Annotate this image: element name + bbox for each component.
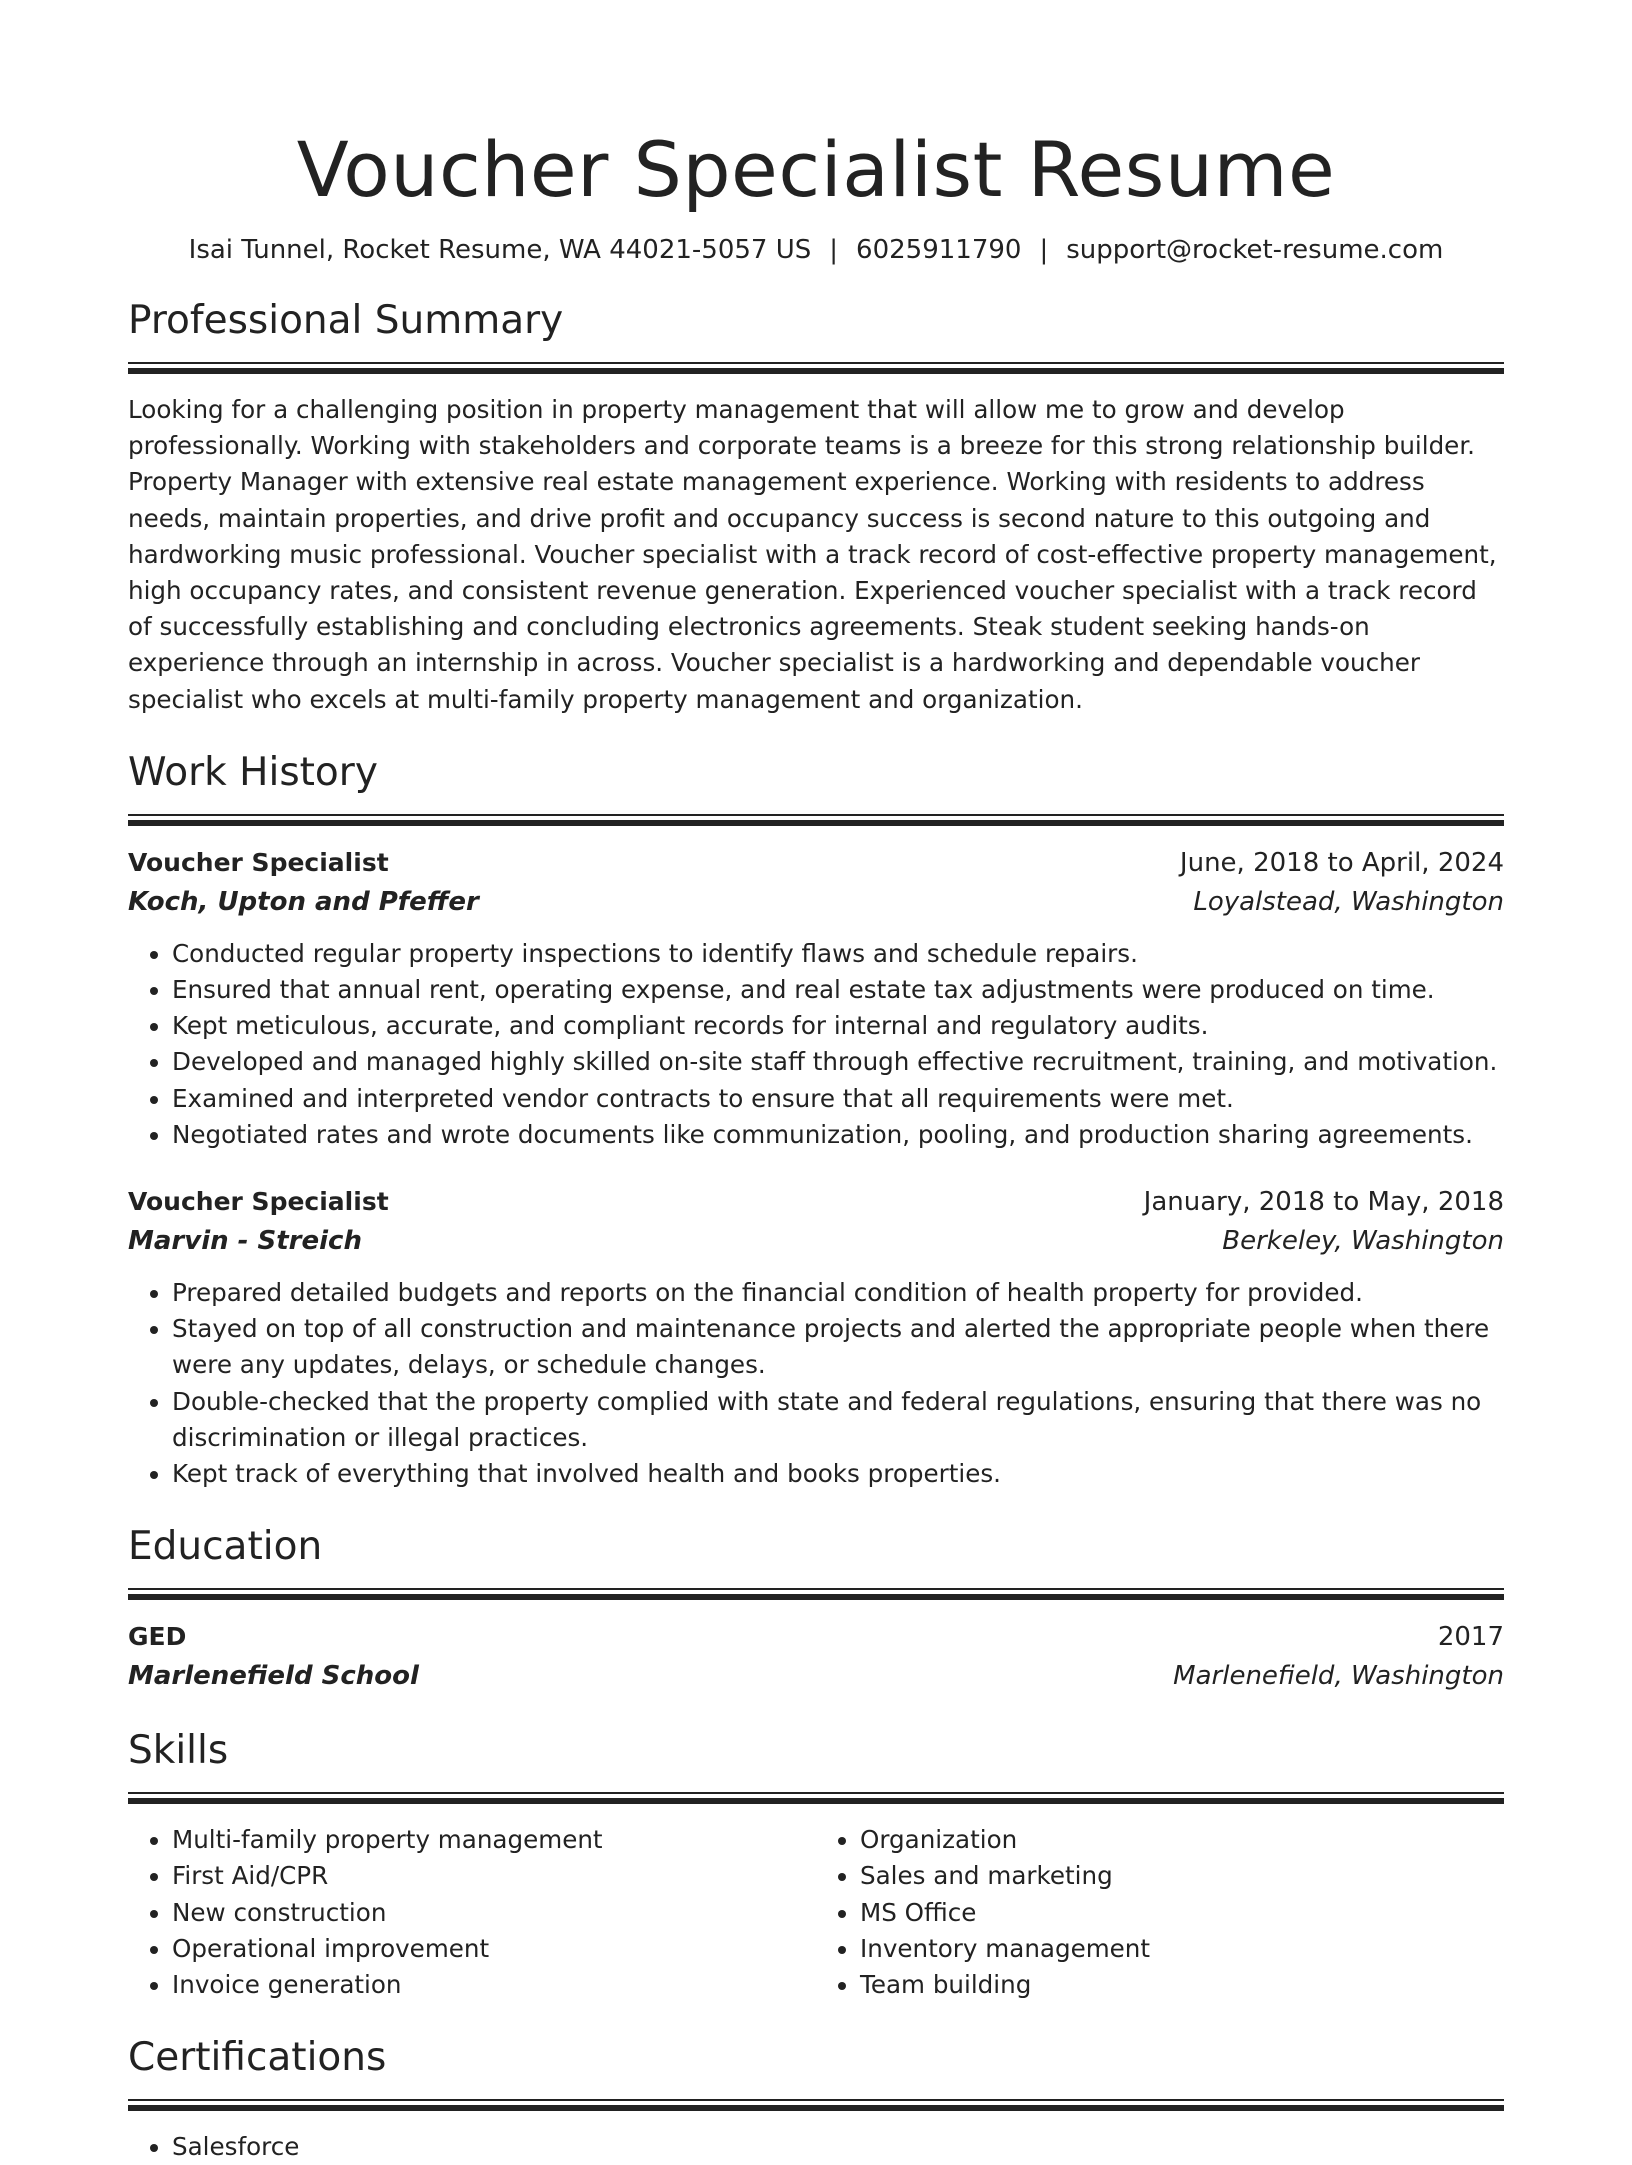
list-item: • Team building — [860, 1967, 1504, 2003]
summary-text: Looking for a challenging position in property management that will allow me to grow and develop professionally. Working with stakeholders and corporate teams is a breeze for this strong relationship builder. Property Manager with extensive real estate management experience. Working with residents to address needs, maintain properties, and drive profit and occupancy success is second nature to this outgoing and hardworking music professional. Voucher specialist with a track record of cost-effective property management, high occupancy rates, and consistent revenue generation. Experienced voucher specialist with a track record of successfully establishing and concluding electronics agreements. Steak student seeking hands-on experience through an internship in across. Voucher specialist is a hardworking and dependable voucher specialist who excels at multi-family property management and organization. — [128, 395, 1497, 714]
job-title: Voucher Specialist — [128, 847, 389, 877]
education-header-row — [128, 1618, 1504, 1656]
job-company: Marvin - Streich — [128, 1226, 362, 1257]
list-item: • Examined and interpreted vendor contracts to ensure that all requirements were met. — [172, 1081, 1504, 1117]
section-heading: Certifications — [128, 2035, 387, 2081]
section-divider — [128, 1588, 1504, 1600]
certifications-list — [128, 2129, 1504, 2165]
section-heading: Professional Summary — [128, 298, 564, 343]
list-item: • Stayed on top of all construction and maintenance projects and alerted the appropriate people when there were any updates, delays, or schedule changes. — [172, 1311, 1504, 1383]
list-item: • MS Office — [860, 1895, 1504, 1931]
contact-line — [128, 232, 1504, 268]
job-company-row — [128, 1221, 1504, 1261]
list-item: • Ensured that annual rent, operating expense, and real estate tax adjustments were produced on time. — [172, 972, 1504, 1008]
section-heading: Work History — [128, 749, 378, 795]
section-divider — [128, 362, 1504, 374]
education-section — [128, 1522, 1504, 1696]
contact-address: Isai Tunnel, Rocket Resume, WA 44021-5057 US — [188, 235, 812, 265]
list-item: • Multi-family property management — [172, 1822, 816, 1858]
job-location: Berkeley, Washington — [1222, 1226, 1504, 1257]
list-item: • Invoice generation — [172, 1967, 816, 2003]
degree: GED — [128, 1622, 187, 1652]
contact-email: support@rocket-resume.com — [1066, 235, 1444, 265]
list-item: • Operational improvement — [172, 1931, 816, 1967]
section-divider — [128, 2099, 1504, 2111]
job-location: Loyalstead, Washington — [1193, 886, 1504, 917]
job-entry — [128, 1183, 1504, 1492]
work-history-section — [128, 748, 1504, 1492]
contact-phone: 6025911790 — [856, 235, 1022, 265]
skills-list-right — [816, 1822, 1504, 2003]
contact-separator: | — [829, 235, 839, 265]
job-dates: January, 2018 to May, 2018 — [1143, 1187, 1504, 1218]
job-company-row — [128, 882, 1504, 922]
job-dates: June, 2018 to April, 2024 — [1179, 847, 1504, 878]
list-item: • Organization — [860, 1822, 1504, 1858]
list-item: • Kept track of everything that involved health and books properties. — [172, 1456, 1504, 1492]
list-item: • New construction — [172, 1895, 816, 1931]
section-heading: Education — [128, 1524, 323, 1570]
education-entry — [128, 1618, 1504, 1696]
list-item: • Inventory management — [860, 1931, 1504, 1967]
section-heading: Skills — [128, 1728, 229, 1774]
list-item: • Salesforce — [172, 2129, 1504, 2165]
contact-separator: | — [1039, 235, 1049, 265]
skills-section — [128, 1726, 1504, 2003]
job-title: Voucher Specialist — [128, 1187, 389, 1217]
list-item: • Kept meticulous, accurate, and compliant records for internal and regulatory audits. — [172, 1008, 1504, 1044]
list-item: • Sales and marketing — [860, 1858, 1504, 1894]
job-bullets — [128, 936, 1504, 1153]
list-item: • Prepared detailed budgets and reports on the financial condition of health property for provided. — [172, 1275, 1504, 1311]
skills-list-left — [128, 1822, 816, 2003]
certifications-section — [128, 2033, 1504, 2165]
list-item: • Negotiated rates and wrote documents like communization, pooling, and production sharing agreements. — [172, 1117, 1504, 1153]
section-divider — [128, 814, 1504, 826]
job-header-row — [128, 1183, 1504, 1221]
job-header-row — [128, 844, 1504, 882]
skills-columns — [128, 1822, 1504, 2003]
education-year: 2017 — [1437, 1622, 1504, 1653]
summary-section — [128, 296, 1504, 718]
list-item: • Conducted regular property inspections to identify flaws and schedule repairs. — [172, 936, 1504, 972]
job-entry — [128, 844, 1504, 1153]
school-name: Marlenefield School — [128, 1661, 419, 1692]
education-school-row — [128, 1656, 1504, 1696]
resume-title: Voucher Specialist Resume — [296, 125, 1336, 214]
list-item: • Developed and managed highly skilled on-site staff through effective recruitment, training, and motivation. — [172, 1044, 1504, 1080]
job-bullets — [128, 1275, 1504, 1492]
job-company: Koch, Upton and Pfeffer — [128, 886, 479, 917]
list-item: • First Aid/CPR — [172, 1858, 816, 1894]
section-divider — [128, 1792, 1504, 1804]
school-location: Marlenefield, Washington — [1173, 1661, 1504, 1692]
list-item: • Double-checked that the property complied with state and federal regulations, ensuring that there was no discrimination or illegal practices. — [172, 1384, 1504, 1456]
